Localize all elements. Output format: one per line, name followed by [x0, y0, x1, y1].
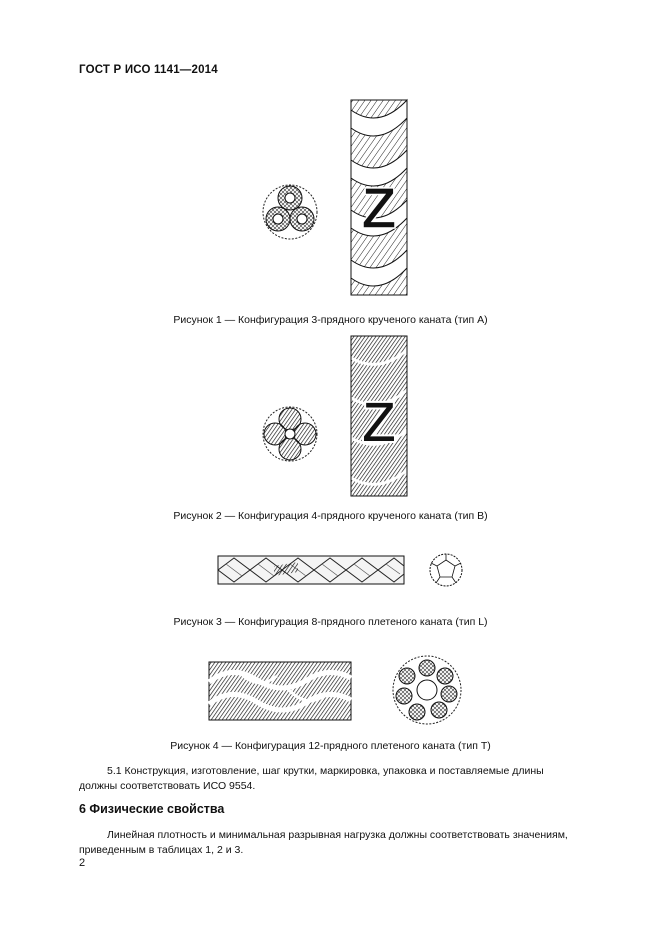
figure-4-caption: Рисунок 4 — Конфигурация 12-прядного плетеного каната (тип T)	[170, 740, 491, 752]
figure-3-caption: Рисунок 3 — Конфигурация 8-прядного плетеного каната (тип L)	[173, 616, 488, 628]
rope-cross-section-12-strand	[393, 656, 461, 724]
section-6-line-1: Линейная плотность и минимальная разрывная нагрузка должны соответствовать значениям,	[107, 829, 568, 841]
figure-2-illustration	[255, 336, 425, 501]
clause-5-1-line-1: 5.1 Конструкция, изготовление, шаг крутки, маркировка, упаковка и поставляемые длины	[107, 765, 544, 777]
clause-5-1-line-2: должны соответствовать ИСО 9554.	[79, 780, 256, 792]
section-6-heading: 6 Физические свойства	[79, 802, 225, 816]
figure-1-illustration	[255, 100, 425, 300]
rope-side-view-8-strand	[218, 556, 404, 584]
rope-cross-section-3-strand	[263, 185, 317, 239]
twist-direction-letter-1: Z	[361, 176, 397, 241]
figure-1-caption: Рисунок 1 — Конфигурация 3-прядного крученого каната (тип A)	[173, 314, 488, 326]
rope-cross-section-4-strand	[263, 407, 317, 461]
rope-cross-section-8-strand	[430, 554, 462, 586]
document-header: ГОСТ Р ИСО 1141—2014	[79, 64, 218, 76]
page-number: 2	[79, 857, 86, 869]
section-6-line-2: приведенным в таблицах 1, 2 и 3.	[79, 844, 244, 856]
figure-3-illustration	[214, 552, 474, 592]
figure-4-illustration	[207, 652, 467, 732]
twist-direction-letter-2: Z	[361, 390, 397, 455]
rope-side-view-12-strand	[209, 662, 351, 720]
figure-2-caption: Рисунок 2 — Конфигурация 4-прядного крученого каната (тип B)	[173, 510, 488, 522]
